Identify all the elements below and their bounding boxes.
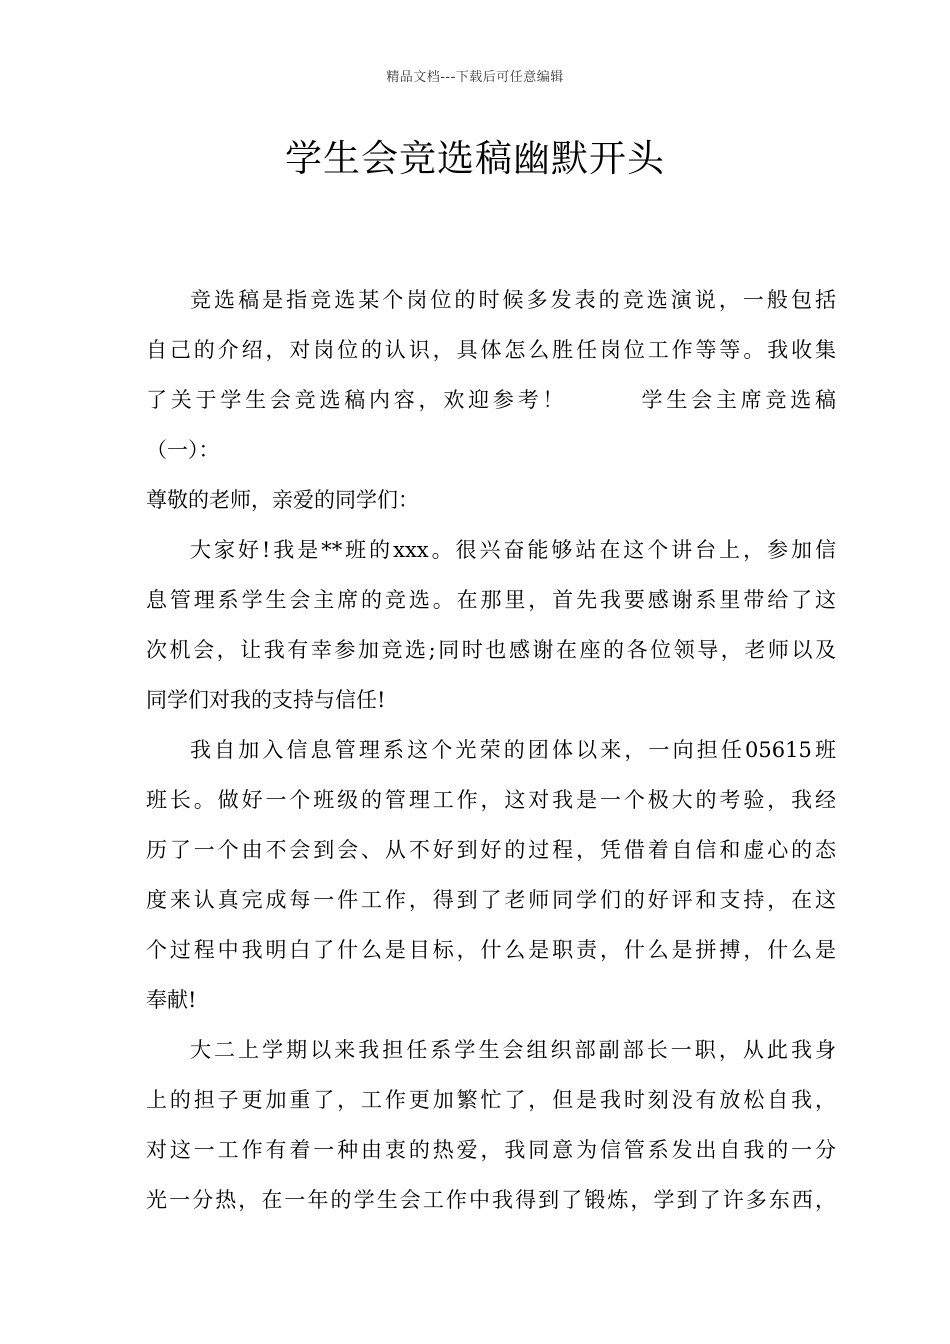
document-title: 学生会竞选稿幽默开头 <box>285 137 665 180</box>
body-line: 班长。做好一个班级的管理工作，这对我是一个极大的考验，我经 <box>146 788 836 812</box>
body-line: 自己的介绍，对岗位的认识，具体怎么胜任岗位工作等等。我收集 <box>146 338 836 362</box>
header-note: 精品文档---下载后可任意编辑 <box>386 70 564 85</box>
body-line: 竞选稿是指竞选某个岗位的时候多发表的竞选演说，一般包括 <box>190 288 836 312</box>
body-line: 历了一个由不会到会、从不好到好的过程，凭借着自信和虚心的态 <box>146 838 836 862</box>
body-line: 个过程中我明白了什么是目标，什么是职责，什么是拼搏，什么是 <box>146 938 836 962</box>
body-line: 对这一工作有着一种由衷的热爱，我同意为信管系发出自我的一分 <box>146 1138 836 1162</box>
body-line: 息管理系学生会主席的竞选。在那里，首先我要感谢系里带给了这 <box>146 588 836 612</box>
body-line: 次机会，让我有幸参加竞选;同时也感谢在座的各位领导，老师以及 <box>146 638 836 662</box>
body-line: 大家好!我是**班的xxx。很兴奋能够站在这个讲台上，参加信 <box>190 538 836 562</box>
body-line: 同学们对我的支持与信任! <box>146 688 386 712</box>
body-line: 光一分热，在一年的学生会工作中我得到了锻炼，学到了许多东西， <box>146 1188 836 1212</box>
body-line: 上的担子更加重了，工作更加繁忙了，但是我时刻没有放松自我， <box>146 1088 836 1112</box>
body-line: 了关于学生会竞选稿内容，欢迎参考！ 学生会主席竞选稿 <box>146 388 836 412</box>
body-line: 大二上学期以来我担任系学生会组织部副部长一职，从此我身 <box>190 1038 836 1062</box>
body-line: （一）： <box>146 438 220 462</box>
body-line: 奉献! <box>146 988 197 1012</box>
body-line: 尊敬的老师，亲爱的同学们： <box>146 488 419 512</box>
body-line: 度来认真完成每一件工作，得到了老师同学们的好评和支持，在这 <box>146 888 836 912</box>
body-line: 我自加入信息管理系这个光荣的团体以来，一向担任05615班 <box>190 738 836 762</box>
